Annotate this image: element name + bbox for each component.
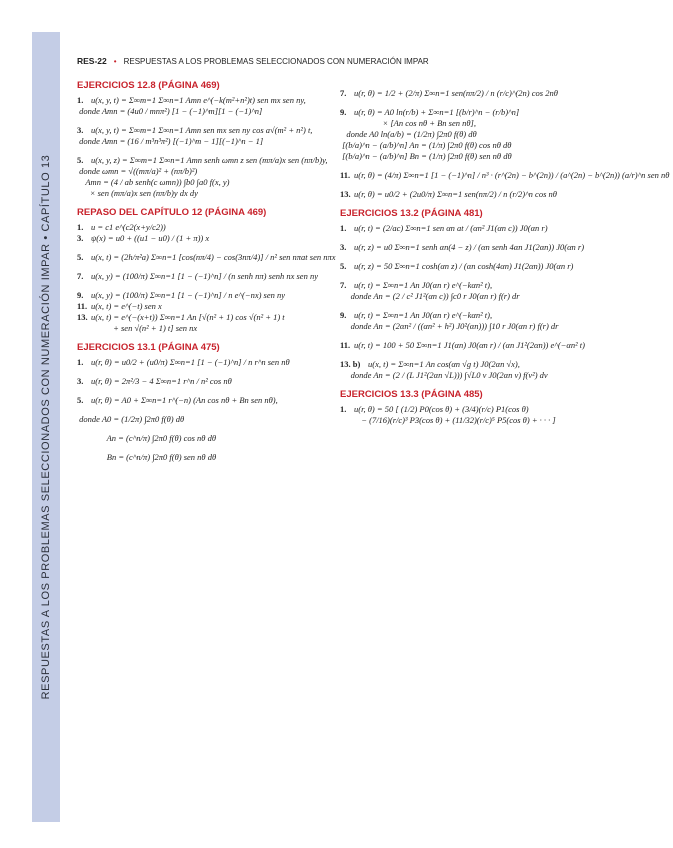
answer-line: 9. u(x, y) = (100/π) Σ∞n=1 [1 − (−1)^n] / n e^(−nx) sen ny <box>77 290 286 300</box>
section-title: EJERCICIOS 13.1 (PÁGINA 475) <box>77 342 220 353</box>
answer-line: 3. u(r, z) = u0 Σ∞n=1 senh αn(4 − z) / (αn senh 4αn J1(2αn)) J0(αn r) <box>340 242 585 252</box>
answer-line: 3. u(x, y, t) = Σ∞m=1 Σ∞n=1 Amn sen mx sen ny cos a√(m² + n²) t, <box>77 125 313 135</box>
answer-line: 3. ψ(x) = u0 + ((u1 − u0) / (1 + π)) x <box>77 233 210 243</box>
header-bullet: • <box>113 57 117 66</box>
page-header <box>77 56 429 66</box>
answer-line: 11. u(r, θ) = (4/π) Σ∞n=1 [1 − (−1)^n] / n³ · (r^(2n) − b^(2n)) / (a^(2n) − b^(2n)) (a/r)^n sen nθ <box>340 170 670 180</box>
answer-line: donde An = (2 / c² J1²(αn c)) ∫c0 r J0(αn r) f(r) dr <box>350 291 520 301</box>
right-column <box>340 80 670 426</box>
answer-line: An = (c^n/π) ∫2π0 f(θ) cos nθ dθ <box>106 433 217 443</box>
answer-line: [(b/a)^n − (a/b)^n] Bn = (1/π) ∫2π0 f(θ) sen nθ dθ <box>342 151 512 161</box>
answer-line: 7. u(x, y) = (100/π) Σ∞n=1 [1 − (−1)^n] / (n senh nπ) senh nx sen ny <box>77 271 318 281</box>
answer-line: 13. b) u(x, t) = Σ∞n=1 An cos(αn √g t) J0(2αn √x), <box>340 359 520 369</box>
section-title: EJERCICIOS 12.8 (PÁGINA 469) <box>77 80 220 91</box>
answer-line: donde A0 = (1/2π) ∫2π0 f(θ) dθ <box>79 414 185 424</box>
answer-line: 11. u(r, t) = 100 + 50 Σ∞n=1 J1(αn) J0(αn r) / (αn J1²(2αn)) e^(−αn² t) <box>340 340 585 350</box>
answer-line: 5. u(r, z) = 50 Σ∞n=1 cosh(αn z) / (αn cosh(4αn) J1(2αn)) J0(αn r) <box>340 261 574 271</box>
answer-line: 7. u(r, θ) = 1/2 + (2/π) Σ∞n=1 sen(nπ/2) / n (r/c)^(2n) cos 2nθ <box>340 88 558 98</box>
answer-line: donde A0 ln(a/b) = (1/2π) ∫2π0 f(θ) dθ <box>346 129 477 139</box>
answer-line: 7. u(r, t) = Σ∞n=1 An J0(αn r) e^(−kαn² t), <box>340 280 493 290</box>
answer-line: 5. u(x, y, z) = Σ∞m=1 Σ∞n=1 Amn senh ωmn z sen (mπ/a)x sen (nπ/b)y, <box>77 155 328 165</box>
page-number: RES-22 <box>77 56 107 66</box>
section-title: EJERCICIOS 13.3 (PÁGINA 485) <box>340 389 483 400</box>
answer-line: 1. u(r, θ) = u0/2 + (u0/π) Σ∞n=1 [1 − (−1)^n] / n r^n sen nθ <box>77 357 290 367</box>
answer-line: × [An cos nθ + Bn sen nθ], <box>382 118 476 128</box>
answer-line: 3. u(r, θ) = 2π²/3 − 4 Σ∞n=1 r^n / n² cos nθ <box>77 376 232 386</box>
answer-line: 1. u(r, t) = (2/ac) Σ∞n=1 sen αn at / (αn² J1(αn c)) J0(αn r) <box>340 223 548 233</box>
answer-line: − (7/16)(r/c)³ P3(cos θ) + (11/32)(r/c)⁵ P5(cos θ) + · · · ] <box>361 415 556 425</box>
left-column <box>77 80 336 463</box>
answer-line: 9. u(r, t) = Σ∞n=1 An J0(αn r) e^(−kαn² t), <box>340 310 493 320</box>
section-title: EJERCICIOS 13.2 (PÁGINA 481) <box>340 208 483 219</box>
answer-line: 5. u(x, t) = (2h/π²a) Σ∞n=1 [cos(nπ/4) − cos(3nπ/4)] / n² sen nπat sen nπx <box>77 252 336 262</box>
answer-line: + sen √(n² + 1) t] sen nx <box>113 323 198 333</box>
answer-line: Amn = (4 / ab senh(c ωmn)) ∫b0 ∫a0 f(x, y) <box>85 177 230 187</box>
answer-line: 9. u(r, θ) = A0 ln(r/b) + Σ∞n=1 [(b/r)^n − (r/b)^n] <box>340 107 520 117</box>
answer-line: donde An = (2αn² / ((αn² + h²) J0²(αn))) ∫10 r J0(αn r) f(r) dr <box>350 321 559 331</box>
section-title: REPASO DEL CAPÍTULO 12 (PÁGINA 469) <box>77 207 267 218</box>
answer-line: 5. u(r, θ) = A0 + Σ∞n=1 r^(−n) (An cos nθ + Bn sen nθ), <box>77 395 278 405</box>
answer-line: 11. u(x, t) = e^(−t) sen x <box>77 301 162 311</box>
answer-line: 1. u(x, y, t) = Σ∞m=1 Σ∞n=1 Amn e^(−k(m²+n²)t) sen mx sen ny, <box>77 95 306 105</box>
answer-line: donde An = (2 / (L J1²(2αn √L))) ∫√L0 v J0(2αn v) f(v²) dv <box>350 370 548 380</box>
answer-line: 1. u = c1 e^(c2(x+y/c2)) <box>77 222 166 232</box>
answer-line: × sen (mπ/a)x sen (nπ/b)y dx dy <box>89 188 198 198</box>
answer-line: donde Amn = (4u0 / mnπ²) [1 − (−1)^m][1 − (−1)^n] <box>79 106 263 116</box>
answer-line: 13. u(r, θ) = u0/2 + (2u0/π) Σ∞n=1 sen(nπ/2) / n (r/2)^n cos nθ <box>340 189 557 199</box>
answer-line: [(b/a)^n − (a/b)^n] An = (1/π) ∫2π0 f(θ) cos nθ dθ <box>342 140 512 150</box>
answer-line: Bn = (c^n/π) ∫2π0 f(θ) sen nθ dθ <box>106 452 217 462</box>
answer-line: 1. u(r, θ) = 50 [ (1/2) P0(cos θ) + (3/4)(r/c) P1(cos θ) <box>340 404 529 414</box>
header-title: RESPUESTAS A LOS PROBLEMAS SELECCIONADOS CON NUMERACIÓN IMPAR <box>123 57 429 66</box>
answer-line: 13. u(x, t) = e^(−(x+t)) Σ∞n=1 An [√(n² + 1) cos √(n² + 1) t <box>77 312 285 322</box>
answer-line: donde ωmn = √((mπ/a)² + (nπ/b)²) <box>79 166 198 176</box>
answer-line: donde Amn = (16 / m³n³π²) [(−1)^m − 1][(−1)^n − 1] <box>79 136 264 146</box>
sidebar-text: RESPUESTAS A LOS PROBLEMAS SELECCIONADOS CON NUMERACIÓN IMPAR • CAPÍTULO 13 <box>40 154 52 700</box>
